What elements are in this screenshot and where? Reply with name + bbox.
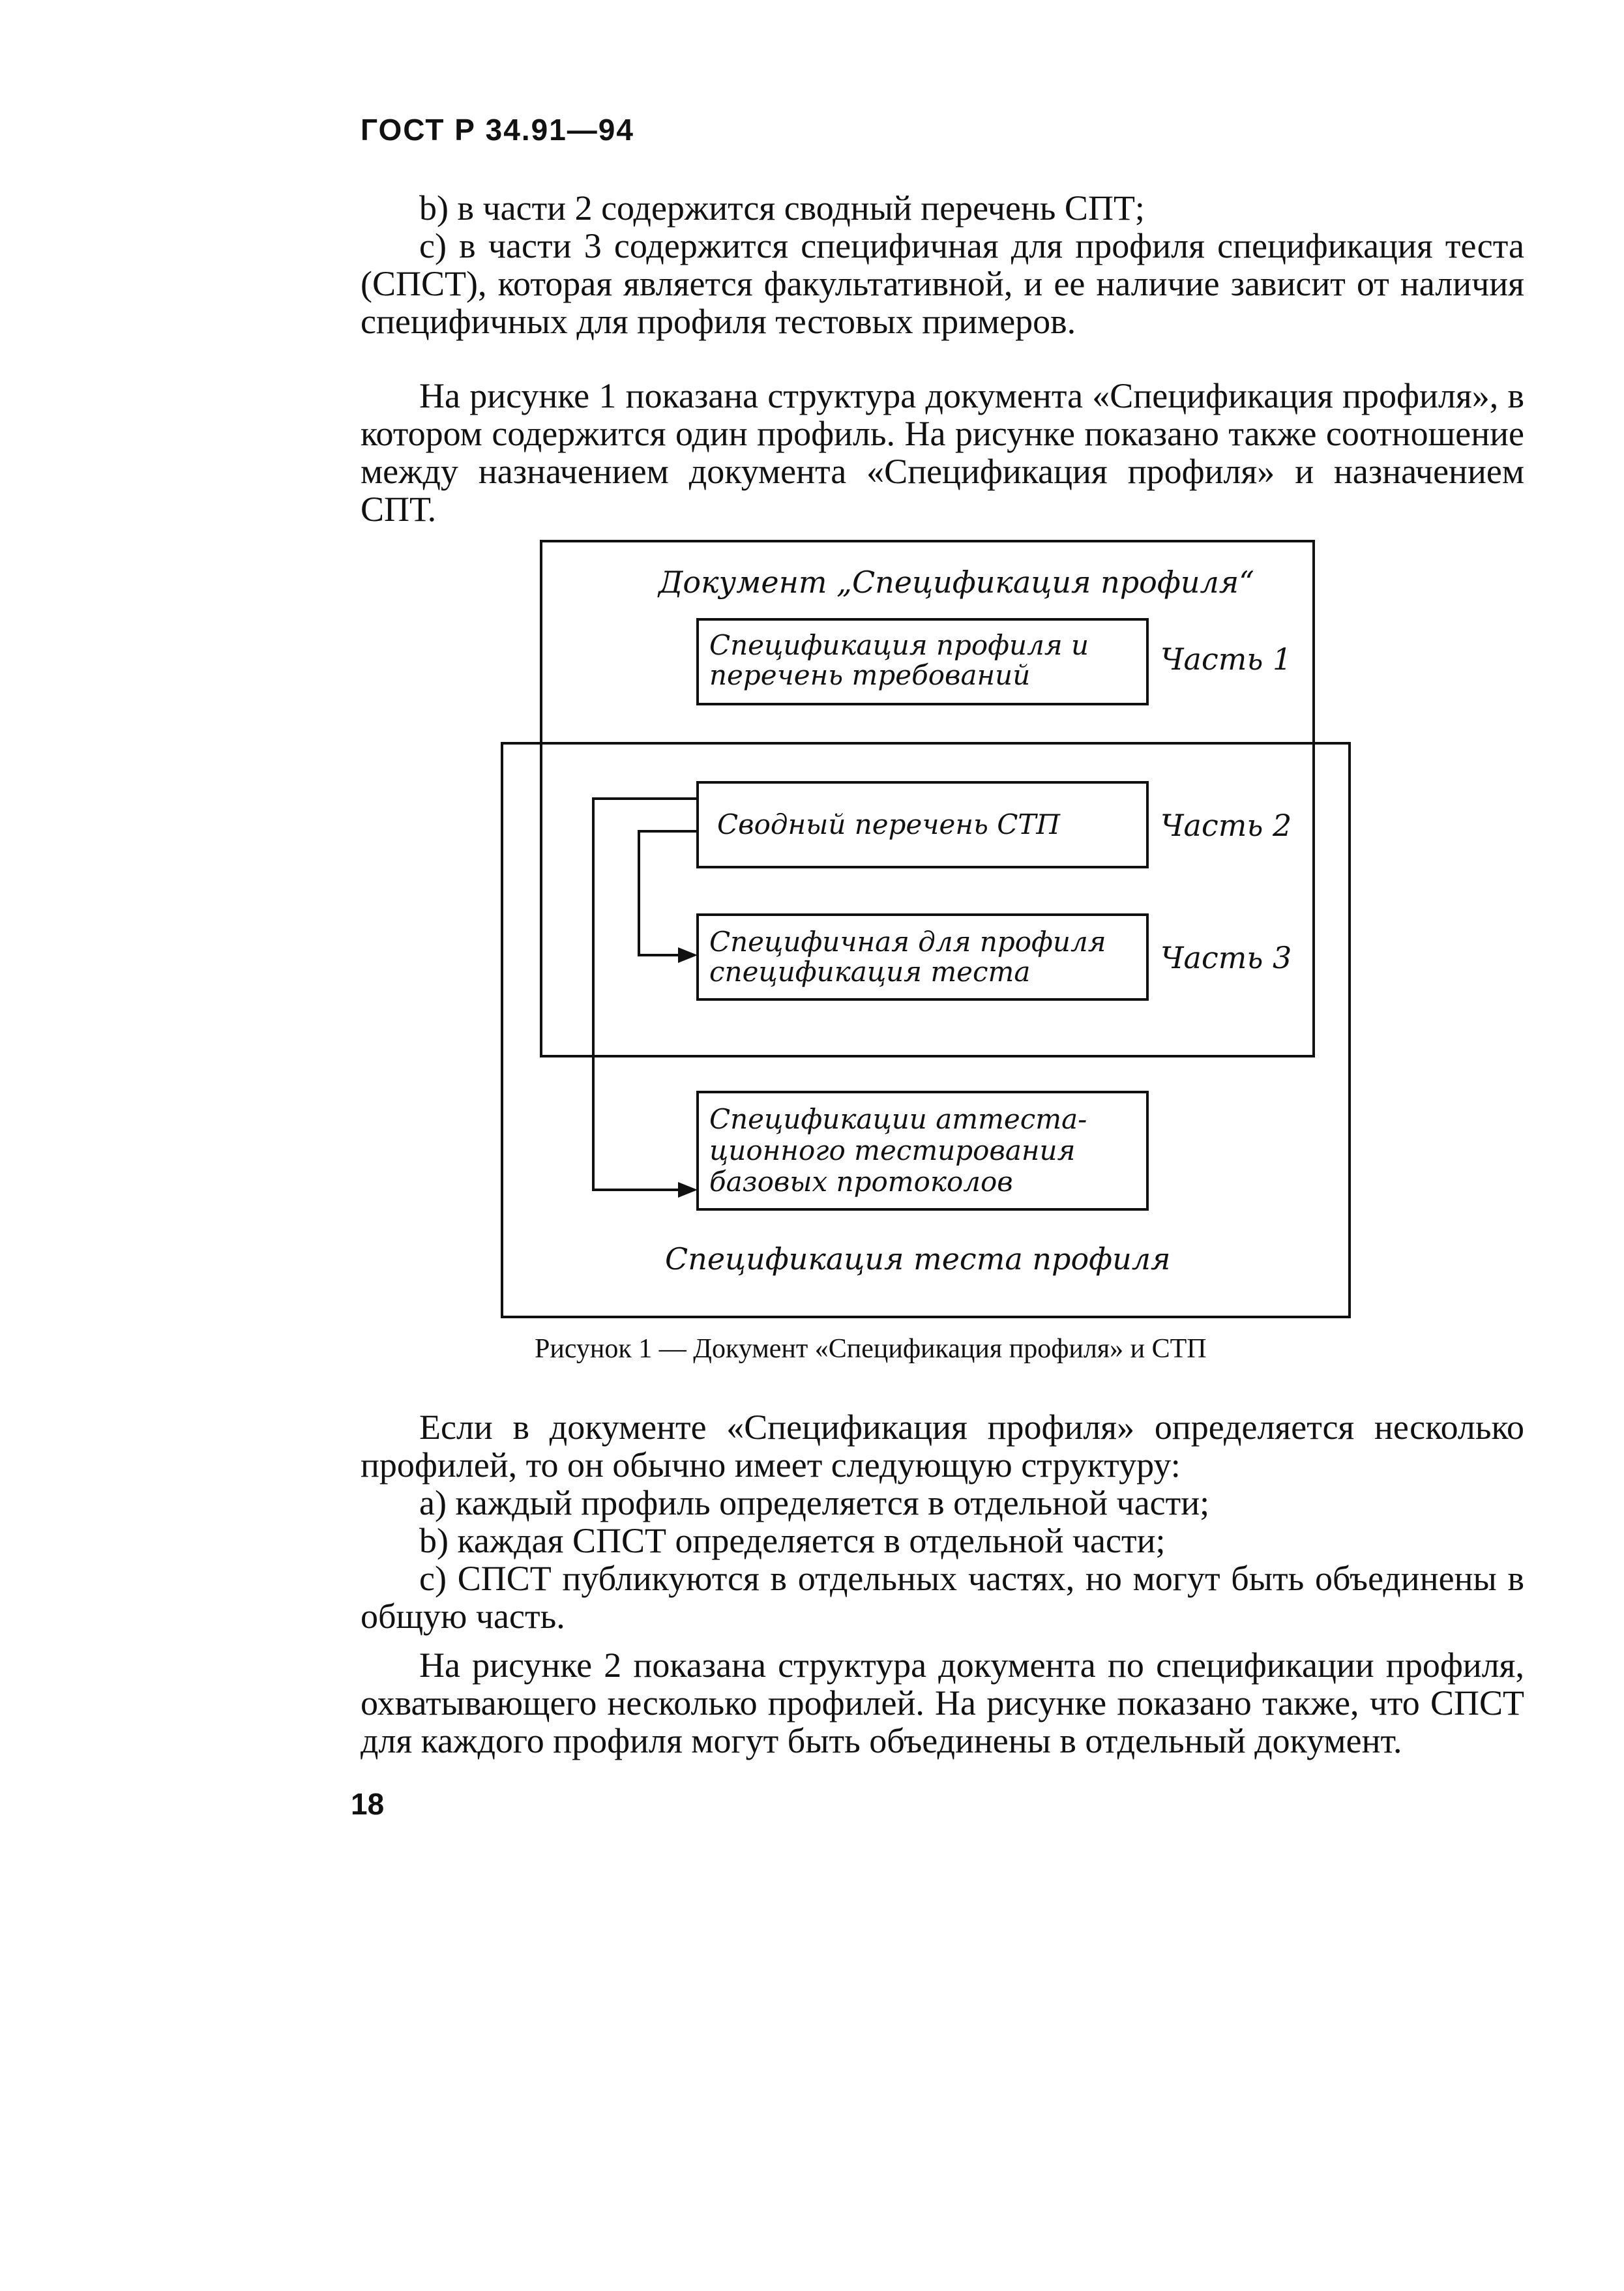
- box4-line3: базовых протоколов: [709, 1166, 1013, 1198]
- figure-caption: Рисунок 1 — Документ «Спецификация профиля» и СТП: [535, 1334, 1207, 1364]
- arrow-head-box3: [678, 947, 698, 963]
- connector-to-box3: [639, 831, 698, 955]
- list-item-b: b) каждая СПСТ определяется в отдельной части;: [419, 1521, 1166, 1560]
- box1-line1: Спецификация профиля и: [709, 629, 1089, 661]
- outer-title: Документ „Спецификация профиля“: [658, 565, 1254, 600]
- document-header: ГОСТ Р 34.91—94: [361, 113, 634, 147]
- part1-label: Часть 1: [1160, 642, 1292, 677]
- box2-text: Сводный перечень СТП: [717, 808, 1061, 840]
- list-item-c: c) СПСТ публикуются в отдельных частях, но могут быть объединены в общую часть.: [361, 1559, 1524, 1636]
- figure-intro-section: [361, 377, 1524, 528]
- page-number: 18: [351, 1787, 385, 1821]
- connector-to-box4: [593, 799, 698, 1190]
- box1-line2: перечень требований: [709, 659, 1031, 691]
- box4-line2: ционного тестирования: [709, 1134, 1076, 1166]
- multi-profile-section: [361, 1408, 1524, 1635]
- list-item-b: b) в части 2 содержится сводный перечень СПТ;: [419, 188, 1145, 228]
- list-item-c: c) в части 3 содержится специфичная для профиля спецификация теста (СПСТ), которая является факультативной, и ее наличие зависит от наличия специфичных для профиля тестовых примеров.: [361, 226, 1524, 341]
- part2-label: Часть 2: [1160, 808, 1292, 843]
- box4-line1: Спецификации аттеста-: [709, 1103, 1087, 1135]
- bottom-title: Спецификация теста профиля: [665, 1241, 1171, 1277]
- multi-profile-intro: Если в документе «Спецификация профиля» определяется несколько профилей, то он обычно имеет следующую структуру:: [361, 1408, 1524, 1485]
- box3-line1: Специфичная для профиля: [709, 926, 1106, 958]
- figure2-intro-paragraph: На рисунке 2 показана структура документа по спецификации профиля, охватывающего несколько профилей. На рисунке показано также, что СПСТ для каждого профиля могут быть объединены в отдельный документ.: [361, 1646, 1524, 1760]
- figure2-intro-section: [361, 1646, 1524, 1760]
- list-continuation: [361, 189, 1524, 340]
- list-item-a: a) каждый профиль определяется в отдельной части;: [419, 1483, 1210, 1522]
- arrow-head-box4: [678, 1182, 698, 1198]
- part3-label: Часть 3: [1160, 940, 1292, 975]
- figure-intro-paragraph: На рисунке 1 показана структура документа «Спецификация профиля», в котором содержится один профиль. На рисунке показано также соотношение между назначением документа «Спецификация профиля» и назначением СПТ.: [361, 376, 1524, 529]
- box3-line2: спецификация теста: [709, 956, 1031, 988]
- figure-1-diagram: [502, 538, 1369, 1320]
